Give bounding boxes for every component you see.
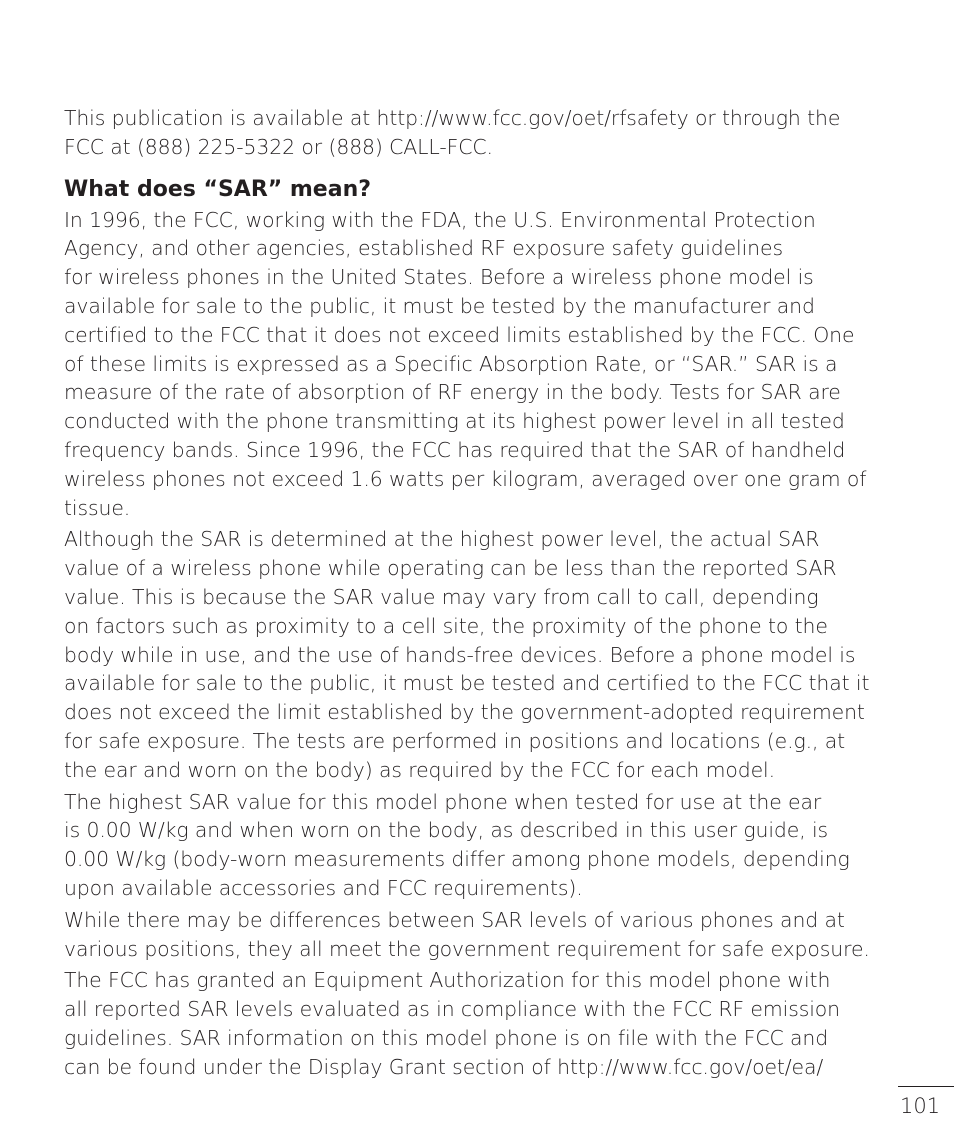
text-line: for safe exposure. The tests are performed in positions and locations (e.g., at — [64, 728, 846, 753]
text-line: is 0.00 W/kg and when worn on the body, as described in this user guide, is — [64, 818, 829, 843]
text-line: frequency bands. Since 1996, the FCC has required that the SAR of handheld — [64, 437, 846, 462]
text-line: Although the SAR is determined at the highest power level, the actual SAR — [64, 527, 820, 552]
page-content — [64, 104, 904, 1082]
text-line: value. This is because the SAR value may vary from call to call, depending — [64, 584, 819, 609]
paragraph-sar-variation — [64, 525, 904, 784]
text-line: of these limits is expressed as a Specific Absorption Rate, or “SAR.” SAR is a — [64, 351, 838, 376]
text-line: In 1996, the FCC, working with the FDA, the U.S. Environmental Protection — [64, 207, 816, 232]
text-line: wireless phones not exceed 1.6 watts per kilogram, averaged over one gram of — [64, 466, 867, 491]
text-line: upon available accessories and FCC requirements). — [64, 875, 583, 900]
text-line: The highest SAR value for this model phone when tested for use at the ear — [64, 789, 822, 814]
text-line: guidelines. SAR information on this model phone is on file with the FCC and — [64, 1025, 829, 1050]
paragraph-equipment-authorization — [64, 966, 904, 1081]
paragraph-highest-sar — [64, 788, 904, 903]
page-number: 101 — [900, 1094, 941, 1118]
text-line: measure of the rate of absorption of RF energy in the body. Tests for SAR are — [64, 380, 841, 405]
text-line: While there may be differences between SAR levels of various phones and at — [64, 907, 845, 932]
text-line: various positions, they all meet the government requirement for safe exposure. — [64, 936, 870, 961]
footer-rule — [898, 1086, 954, 1087]
text-line: This publication is available at http://www.fcc.gov/oet/rfsafety or through the — [64, 106, 841, 130]
text-line: for wireless phones in the United States. Before a wireless phone model is — [64, 265, 814, 290]
text-line: Agency, and other agencies, established RF exposure safety guidelines — [64, 236, 783, 261]
text-line: conducted with the phone transmitting at its highest power level in all tested — [64, 409, 845, 434]
text-line: body while in use, and the use of hands-free devices. Before a phone model is — [64, 642, 856, 667]
text-line: does not exceed the limit established by the government-adopted requirement — [64, 700, 865, 725]
text-line: FCC at (888) 225-5322 or (888) CALL-FCC. — [64, 134, 493, 159]
text-line: tissue. — [64, 495, 131, 520]
intro-paragraph — [64, 104, 904, 162]
text-line: available for sale to the public, it must be tested by the manufacturer and — [64, 293, 815, 318]
text-line: certified to the FCC that it does not exceed limits established by the FCC. One — [64, 322, 855, 347]
paragraph-sar-definition — [64, 206, 904, 523]
text-line: value of a wireless phone while operating can be less than the reported SAR — [64, 556, 837, 581]
text-line: The FCC has granted an Equipment Authorization for this model phone with — [64, 968, 831, 993]
text-line: on factors such as proximity to a cell site, the proximity of the phone to the — [64, 613, 828, 638]
text-line: 0.00 W/kg (body-worn measurements differ among phone models, depending — [64, 847, 850, 872]
paragraph-differences — [64, 906, 904, 964]
section-heading: What does “SAR” mean? — [64, 176, 371, 202]
text-line: the ear and worn on the body) as required by the FCC for each model. — [64, 757, 775, 782]
text-line: all reported SAR levels evaluated as in compliance with the FCC RF emission — [64, 997, 841, 1022]
text-line: available for sale to the public, it must be tested and certified to the FCC that it — [64, 671, 870, 696]
text-line: can be found under the Display Grant section of http://www.fcc.gov/oet/ea/ — [64, 1054, 824, 1079]
